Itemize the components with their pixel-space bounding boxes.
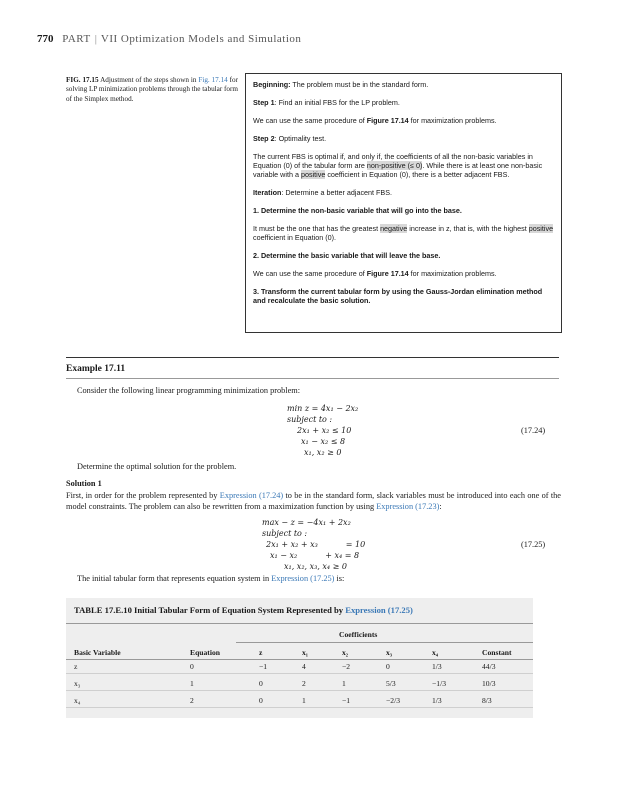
iteration-step-3: 3. Transform the current tabular form by using the Gauss-Jordan elimination method and recalculate the basic solution. [253,287,543,305]
cell: z [74,662,78,671]
figure-link[interactable]: Fig. 17.14 [198,76,228,84]
opt-a: The current FBS is optimal if, and only if, the coefficients of all the non-basic variables in Equation (0) of the tabular form are [253,152,533,170]
expression-17-23-link[interactable]: Expression (17.23) [376,502,440,512]
model2-constraint-1: 2x₁ + x₂ + x₃ = 10 [266,540,366,549]
solution-paragraph [66,490,561,512]
table-17-e-10 [66,598,533,718]
example-sub-rule [66,378,559,379]
opt-b: . While there is at least one non-basic variable with a [253,161,543,179]
step2-label: Step 2 [253,134,275,143]
model2-subject-to: subject to : [262,529,308,538]
optimality-text [253,152,554,179]
table-top-rule [66,623,533,624]
beginning-text: The problem must be in the standard form. [292,80,429,89]
model1-subject-to: subject to : [287,415,333,424]
cell: −2/3 [386,696,400,705]
same1-b: for maximization problems. [408,116,497,125]
equation-number-17-24: (17.24) [521,426,546,435]
cell: 2 [302,679,306,688]
cell: −2 [342,662,351,671]
col-x2: x₂ [342,648,349,657]
cell: x₄ [74,696,81,705]
opt-highlight-1: non-positive (≤ 0) [366,161,423,170]
step1-label: Step 1 [253,98,275,107]
cell: 0 [259,696,263,705]
part-title: VII Optimization Models and Simulation [100,33,302,45]
row-rule [66,673,533,674]
iteration-label: Iteration [253,188,282,197]
cell: 0 [386,662,390,671]
cell: x₃ [74,679,81,688]
cell: −1 [342,696,351,705]
expression-17-24-link[interactable]: Expression (17.24) [219,491,284,500]
model2-nonnegativity: x₁, x₂, x₃, x₄ ≥ 0 [284,562,348,571]
para-a: First, in order for the problem represented by [66,491,220,500]
table-caption-text: TABLE 17.E.10 Initial Tabular Form of Equation System Represented by [74,605,346,615]
cell: 1 [302,696,306,705]
cell: 2 [190,696,194,705]
model1-constraint-2: x₁ − x₂ ≤ 8 [301,437,346,446]
model2-constraint-2: x₁ − x₂ + x₄ = 8 [270,551,360,560]
must-highlight-2: positive [528,224,554,233]
cell: 1 [190,679,194,688]
cell: 1 [342,679,346,688]
para-c: : [439,502,442,512]
cell: −1/3 [432,679,446,688]
col-z: z [259,648,263,657]
cell: 1/3 [432,662,442,671]
cell: 4 [302,662,306,671]
col-equation: Equation [190,648,220,657]
row-rule [66,707,533,708]
same-procedure-1 [253,116,554,125]
equation-number-17-25: (17.25) [521,540,546,549]
beginning-line [253,80,554,89]
must-highlight-1: negative [380,224,408,233]
cell: −1 [259,662,268,671]
tab-b: is: [334,574,345,583]
col-x1: x₁ [302,648,309,657]
example-heading: Example 17.11 [66,364,126,374]
opt-c: coefficient in Equation (0), there is a better adjacent FBS. [325,170,510,179]
cell: 0 [190,662,194,671]
running-header [37,33,301,45]
tabular-intro [77,574,344,585]
header-separator: | [94,33,97,45]
iteration-line [253,188,554,197]
step2-text: : Optimality test. [274,134,327,143]
must-a: It must be the one that has the greatest [253,224,381,233]
model1-nonnegativity: x₁, x₂ ≥ 0 [304,448,342,457]
cell: 10/3 [482,679,496,688]
same2-fig: Figure 17.14 [366,269,409,278]
iteration-step-2: 2. Determine the basic variable that will leave the base. [253,251,441,260]
caption-text-2: for solving LP minimization problems through the tabular form of the Simplex method. [66,76,239,103]
same-procedure-2 [253,269,554,278]
page-number: 770 [37,33,54,45]
expression-17-25-link[interactable]: Expression (17.25) [271,574,335,583]
col-constant: Constant [482,648,512,657]
figure-label: FIG. 17.15 [66,76,99,84]
part-label: PART [62,33,91,45]
step2-line [253,134,554,143]
table-caption [74,605,413,615]
cell: 0 [259,679,263,688]
must-c: coefficient in Equation (0). [253,233,336,242]
step1-line [253,98,554,107]
greatest-increase-text [253,224,554,242]
caption-text-1: Adjustment of the steps shown in [100,76,197,84]
row-rule [66,690,533,691]
solution-heading: Solution 1 [66,479,102,488]
coefficients-underline [236,642,533,643]
header-rule [66,659,533,660]
example-top-rule [66,357,559,358]
beginning-label: Beginning: [253,80,291,89]
iteration-step-1: 1. Determine the non-basic variable that will go into the base. [253,206,462,215]
figure-caption [66,76,238,104]
step1-text: : Find an initial FBS for the LP problem. [274,98,400,107]
same2-b: for maximization problems. [408,269,497,278]
same1-a: We can use the same procedure of [253,116,367,125]
opt-highlight-2: positive [300,170,326,179]
same1-fig: Figure 17.14 [366,116,409,125]
coefficients-header: Coefficients [339,630,378,639]
model1-constraint-1: 2x₁ + x₂ ≤ 10 [297,426,352,435]
para-b: to be in the standard form, slack variables must be introduced into each one of the model constraints. The problem can also be rewritten from a maximization function by using [66,491,561,512]
cell: 1/3 [432,696,442,705]
example-intro: Consider the following linear programming minimization problem: [77,386,301,395]
cell: 5/3 [386,679,396,688]
tab-a: The initial tabular form that represents equation system in [77,574,272,583]
cell: 44/3 [482,662,496,671]
same2-a: We can use the same procedure of [253,269,367,278]
must-b: increase in z, that is, with the highest [407,224,529,233]
col-x3: x₃ [386,648,393,657]
model1-objective: min z = 4x₁ − 2x₂ [287,404,359,413]
table-caption-link[interactable]: Expression (17.25) [345,605,413,615]
flowchart-box [245,73,562,333]
iteration-text: : Determine a better adjacent FBS. [281,188,393,197]
cell: 8/3 [482,696,492,705]
determine-text: Determine the optimal solution for the problem. [77,462,237,471]
col-x4: x₄ [432,648,439,657]
model2-objective: max − z = −4x₁ + 2x₂ [262,518,351,527]
col-basic-variable: Basic Variable [74,648,121,657]
